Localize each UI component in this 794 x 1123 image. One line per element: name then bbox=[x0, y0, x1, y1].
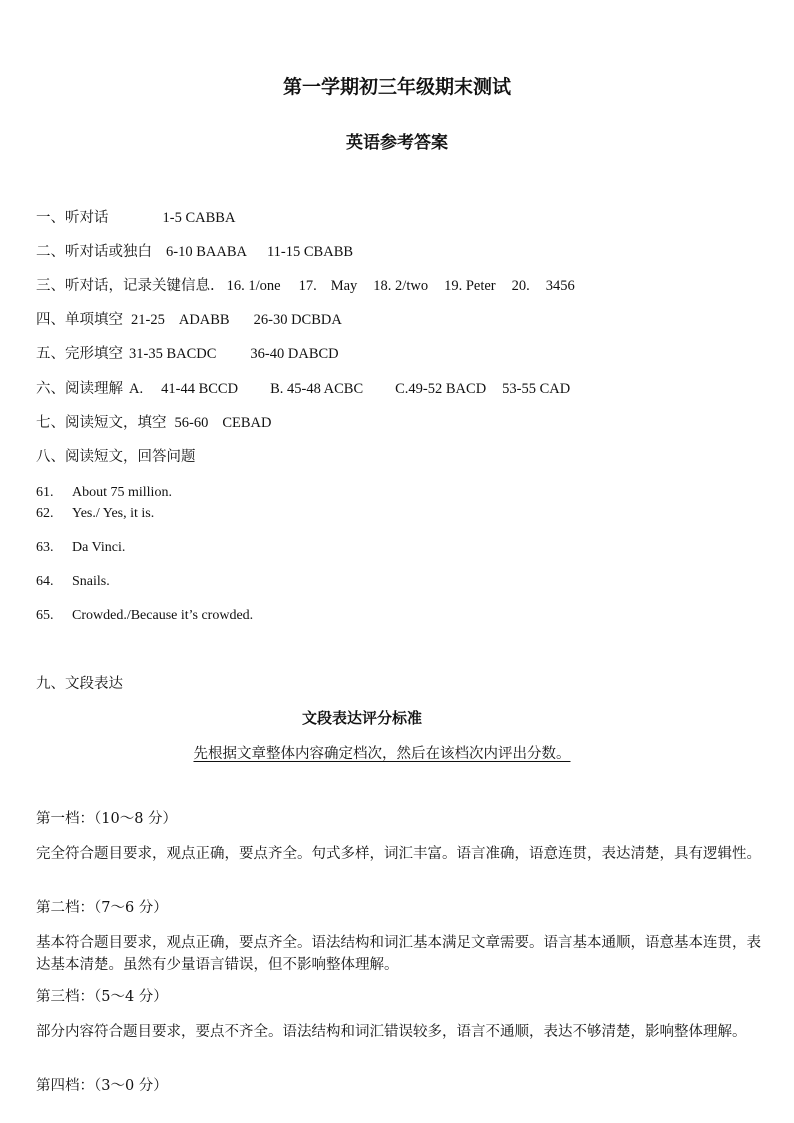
answer-text: Crowded./Because it’s crowded. bbox=[72, 608, 254, 623]
answer: C.49-52 BACD bbox=[395, 381, 487, 397]
short-answer-61 bbox=[36, 484, 172, 502]
answer-text: Yes./ Yes, it is. bbox=[72, 506, 155, 521]
section-label: 二、听对话或独白 bbox=[36, 244, 152, 260]
grade-2-label: 第二档：（7～6 分） bbox=[36, 900, 168, 916]
section-8 bbox=[36, 447, 196, 467]
section-4 bbox=[36, 310, 342, 330]
question-number: 64. bbox=[36, 574, 54, 589]
answer: 3456 bbox=[545, 278, 575, 294]
question-number: 65. bbox=[36, 608, 54, 623]
answer: ADABB bbox=[178, 312, 230, 328]
grade-3-label: 第三档：（5～4 分） bbox=[36, 989, 168, 1005]
answer: 17. bbox=[298, 278, 317, 294]
section-label: 七、阅读短文，填空 bbox=[36, 415, 167, 431]
answer: 19. Peter bbox=[444, 278, 496, 294]
answer-text: Da Vinci. bbox=[72, 540, 126, 555]
answer: 18. 2/two bbox=[373, 278, 429, 294]
short-answer-65 bbox=[36, 607, 253, 625]
section-label: 四、单项填空 bbox=[36, 312, 123, 328]
answer: B. 45-48 ACBC bbox=[270, 381, 364, 397]
answer: 21-25 bbox=[131, 312, 165, 328]
grade-1-label: 第一档：（10～8 分） bbox=[36, 811, 178, 827]
section-7 bbox=[36, 413, 272, 433]
answer-text: Snails. bbox=[72, 574, 110, 589]
criteria-note bbox=[0, 742, 794, 763]
answer: 1-5 CABBA bbox=[162, 210, 236, 226]
section-label: 八、阅读短文，回答问题 bbox=[36, 449, 196, 465]
section-label: 三、听对话，记录关键信息. bbox=[36, 278, 215, 294]
section-1 bbox=[36, 208, 235, 228]
question-number: 61. bbox=[36, 485, 54, 500]
answer: 6-10 BAABA bbox=[166, 244, 247, 260]
answer: 53-55 CAD bbox=[502, 381, 571, 397]
answer: 36-40 DABCD bbox=[250, 346, 339, 362]
writing-heading: 九、文段表达 bbox=[36, 676, 123, 692]
short-answer-63 bbox=[36, 539, 125, 557]
answer: A. bbox=[129, 381, 144, 397]
section-2 bbox=[36, 242, 353, 262]
grade-1-desc: 完全符合题目要求，观点正确，要点齐全。句式多样，词汇丰富。语言准确，语意连贯，表达清楚，具有逻辑性。 bbox=[36, 846, 761, 862]
question-number: 63. bbox=[36, 540, 54, 555]
grade-2-desc: 基本符合题目要求，观点正确，要点齐全。语法结构和词汇基本满足文章需要。语言基本通顺，语意基本连贯，表达基本清楚。虽然有少量语言错误，但不影响整体理解。 bbox=[36, 935, 761, 973]
answer: May bbox=[330, 278, 358, 294]
grade-3-desc: 部分内容符合题目要求，要点不齐全。语法结构和词汇错误较多，语言不通顺，表达不够清楚，影响整体理解。 bbox=[36, 1024, 747, 1040]
section-label: 一、听对话 bbox=[36, 210, 109, 226]
short-answer-62 bbox=[36, 505, 154, 523]
grade-4-label: 第四档：（3～0 分） bbox=[36, 1078, 168, 1094]
criteria-note-text: 先根据文章整体内容确定档次，然后在该档次内评出分数。 bbox=[193, 746, 571, 762]
answer: CEBAD bbox=[222, 415, 272, 431]
section-6 bbox=[36, 379, 570, 399]
answer: 16. 1/one bbox=[226, 278, 281, 294]
answer: 31-35 BACDC bbox=[129, 346, 217, 362]
page-subtitle: 英语参考答案 bbox=[346, 133, 448, 153]
page-title: 第一学期初三年级期末测试 bbox=[282, 76, 511, 98]
answer: 11-15 CBABB bbox=[266, 244, 354, 260]
section-label: 六、阅读理解 bbox=[36, 381, 123, 397]
answer: 20. bbox=[511, 278, 530, 294]
answer: 26-30 DCBDA bbox=[253, 312, 342, 328]
section-5 bbox=[36, 344, 339, 364]
question-number: 62. bbox=[36, 506, 54, 521]
answer: 41-44 BCCD bbox=[161, 381, 239, 397]
answer: 56-60 bbox=[174, 415, 209, 431]
section-label: 五、完形填空 bbox=[36, 346, 123, 362]
criteria-title: 文段表达评分标准 bbox=[301, 709, 422, 727]
section-3 bbox=[36, 276, 575, 296]
answer-text: About 75 million. bbox=[72, 485, 172, 500]
short-answer-64 bbox=[36, 573, 110, 591]
